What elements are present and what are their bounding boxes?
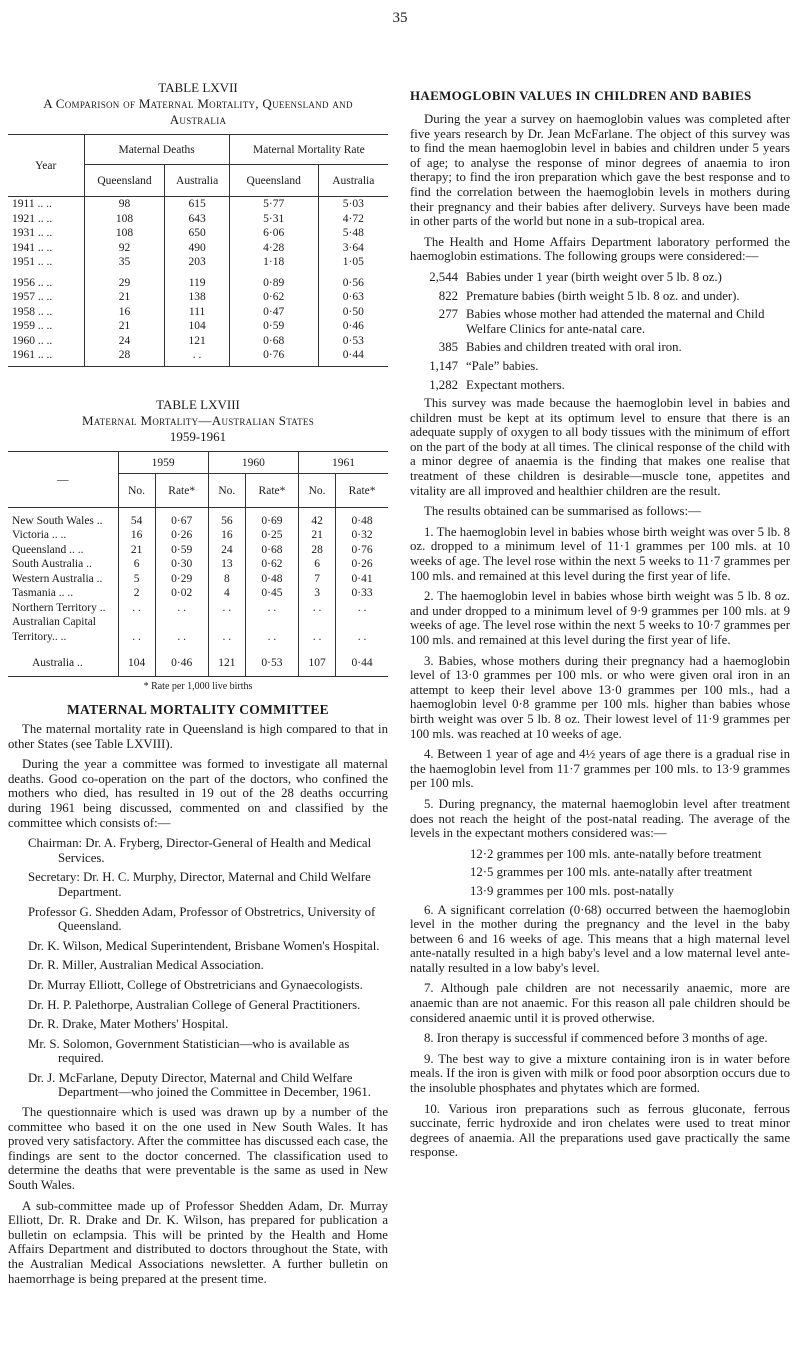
- total-value: 0·53: [245, 656, 298, 671]
- value-cell: 111: [165, 305, 229, 320]
- value-cell: 0·50: [318, 305, 388, 320]
- committee-member: Dr. Murray Elliott, College of Obstretricians and Gynaecologists.: [28, 977, 363, 992]
- value-cell: . .: [208, 601, 245, 616]
- value-cell: 28: [84, 348, 165, 363]
- value-cell: 104: [165, 319, 229, 334]
- table-row: [8, 255, 388, 270]
- value-cell: 56: [208, 514, 245, 529]
- value-cell: 21: [118, 543, 155, 558]
- left-column: [8, 0, 388, 1292]
- value-cell: 0·62: [245, 557, 298, 572]
- value-cell: 28: [299, 543, 336, 558]
- table-row: [8, 572, 388, 587]
- result-9: 9. The best way to give a mixture containing iron is in water before meals. If the iron is given with milk or food poor absorption occurs due to the insoluble phosphates and phytates which are formed.: [410, 1051, 790, 1096]
- state-cell: Territory.. ..: [12, 630, 67, 643]
- value-cell: 0·89: [229, 276, 318, 291]
- group-count: 1,147: [429, 358, 458, 373]
- year-cell: 1931 .. ..: [12, 227, 53, 239]
- value-cell: . .: [245, 601, 298, 616]
- right-column: [410, 0, 790, 1166]
- value-cell: 0·53: [318, 334, 388, 349]
- committee-member: Dr. R. Miller, Australian Medical Association.: [28, 958, 264, 973]
- group-description: Babies under 1 year (birth weight over 5 lb. 8 oz.): [466, 269, 722, 284]
- group-description: Babies whose mother had attended the maternal and Child Welfare Clinics for ante-natal care.: [466, 307, 765, 336]
- committee-member: Professor G. Shedden Adam, Professor of Obstretrics, University of Queensland.: [28, 904, 376, 934]
- value-cell: 1·18: [229, 255, 318, 270]
- value-cell: 0·59: [229, 319, 318, 334]
- table68-year-1960: 1960: [208, 452, 298, 474]
- committee-paragraph-1: The maternal mortality rate in Queensland is high compared to that in other States (see Table LXVIII).: [8, 722, 388, 751]
- value-cell: . .: [165, 348, 229, 363]
- value-cell: 138: [165, 290, 229, 305]
- table67-caption-line2: Australia: [169, 112, 227, 127]
- value-cell: 643: [165, 212, 229, 227]
- group-description: Expectant mothers.: [466, 377, 565, 392]
- value-cell: 0·69: [245, 514, 298, 529]
- value-cell: 16: [118, 528, 155, 543]
- value-cell: [155, 615, 208, 630]
- total-value: 0·44: [336, 656, 388, 671]
- value-cell: 0·59: [155, 543, 208, 558]
- value-cell: 0·26: [155, 528, 208, 543]
- value-cell: 4: [208, 586, 245, 601]
- value-cell: 0·48: [245, 572, 298, 587]
- value-cell: 0·48: [336, 514, 388, 529]
- value-cell: 3: [299, 586, 336, 601]
- value-cell: 6·06: [229, 226, 318, 241]
- value-cell: 2: [118, 586, 155, 601]
- value-cell: 0·25: [245, 528, 298, 543]
- table-row: [8, 601, 388, 616]
- haemoglobin-heading: HAEMOGLOBIN VALUES IN CHILDREN AND BABIES: [410, 88, 752, 103]
- value-cell: [118, 615, 155, 630]
- group-count: 385: [438, 340, 458, 355]
- value-cell: 0·02: [155, 586, 208, 601]
- state-cell: Western Australia ..: [12, 572, 103, 585]
- table68-years: 1959-1961: [169, 429, 227, 444]
- group-item: [410, 307, 790, 336]
- result-8: 8. Iron therapy is successful if commenced before 3 months of age.: [424, 1031, 768, 1046]
- value-cell: 92: [84, 241, 165, 256]
- value-cell: . .: [118, 630, 155, 645]
- group-count: 822: [438, 288, 458, 303]
- group-item: [410, 289, 790, 304]
- level-item: 13·9 grammes per 100 mls. post-natally: [470, 883, 675, 898]
- page-number: 35: [392, 10, 408, 26]
- table-row: [8, 586, 388, 601]
- table68-no-header: No.: [208, 474, 245, 508]
- committee-member: Dr. H. P. Palethorpe, Australian College of General Practitioners.: [28, 997, 361, 1012]
- value-cell: 54: [118, 514, 155, 529]
- year-cell: 1959 .. ..: [12, 320, 53, 332]
- table67-australia-rate-header: Australia: [318, 165, 388, 197]
- value-cell: 5·77: [229, 197, 318, 212]
- value-cell: 0·63: [318, 290, 388, 305]
- value-cell: 0·68: [229, 334, 318, 349]
- value-cell: 0·47: [229, 305, 318, 320]
- value-cell: 7: [299, 572, 336, 587]
- table68-rate-header: Rate*: [245, 474, 298, 508]
- table-row: [8, 528, 388, 543]
- total-value: 107: [299, 656, 336, 671]
- committee-member: Secretary: Dr. H. C. Murphy, Director, Maternal and Child Welfare Department.: [28, 870, 371, 899]
- value-cell: [208, 615, 245, 630]
- value-cell: 108: [84, 226, 165, 241]
- committee-member: Dr. J. McFarlane, Deputy Director, Maternal and Child Welfare Department—who joined the Committee in December, 1961.: [28, 1070, 371, 1100]
- year-cell: 1956 .. ..: [12, 276, 53, 289]
- group-description: Babies and children treated with oral iron.: [466, 340, 682, 355]
- table68-year-1961: 1961: [299, 452, 388, 474]
- table-row: [8, 276, 388, 291]
- table-row: [8, 334, 388, 349]
- value-cell: 35: [84, 255, 165, 270]
- year-cell: 1957 .. ..: [12, 291, 53, 303]
- group-description: “Pale” babies.: [466, 358, 539, 373]
- table67-caption-line1: A Comparison of Maternal Mortality, Queensland and: [43, 96, 353, 111]
- value-cell: 3·64: [318, 241, 388, 256]
- year-cell: 1921 .. ..: [12, 212, 53, 225]
- value-cell: 0·56: [318, 276, 388, 291]
- result-3: 3. Babies, whose mothers during their pregnancy had a haemoglobin level of 13·0 grammes per 100 mls. or who were given oral iron in an attempt to keep their level above 13·0 grammes per 100 mls., had a haemoglobin level 0·8 gramme per 100 mls. higher than babies whose birth weight was over 5 lb. 8 oz. Their lowest level of 11·9 grammes per 100 mls. was reached at 10 weeks of age.: [410, 653, 790, 741]
- value-cell: 5·31: [229, 212, 318, 227]
- maternal-levels-list: [410, 847, 790, 899]
- value-cell: . .: [299, 630, 336, 645]
- result-2: 2. The haemoglobin level in babies whose birth weight was 5 lb. 8 oz. and under dropped to a minimum level of 9·9 grammes per 100 mls. at 9 weeks of age. The level rose within the next 5 weeks to 10·7 grammes per 100 mls. and remained at this level during the first year of life.: [410, 589, 790, 647]
- haemo-paragraph-3: This survey was made because the haemoglobin level in babies and children must be kept at its optimum level to ensure that there is an adequate supply of oxygen to all body tissues with the minimum of effort on the part of the body at all times. The clinical response of the child with a minor degree of anaemia is the finding that makes one realise that treatment of these children is desirable—muscle tone, appetites and vitality are all improved and healthier children are the result.: [410, 396, 790, 498]
- value-cell: 0·67: [155, 514, 208, 529]
- value-cell: 0·46: [318, 319, 388, 334]
- group-item: [410, 270, 790, 285]
- state-cell: Australian Capital: [12, 616, 96, 628]
- year-cell: 1941 .. ..: [12, 241, 53, 254]
- table-row: [8, 290, 388, 305]
- year-cell: 1951 .. ..: [12, 256, 53, 268]
- year-cell: 1960 .. ..: [12, 334, 53, 347]
- haemo-paragraph-2: The Health and Home Affairs Department laboratory performed the haemoglobin estimations. The following groups were considered:—: [410, 234, 790, 264]
- value-cell: 490: [165, 241, 229, 256]
- value-cell: 0·68: [245, 543, 298, 558]
- table-row: [8, 557, 388, 572]
- value-cell: . .: [155, 601, 208, 616]
- table67-year-header: Year: [8, 135, 84, 197]
- value-cell: 0·45: [245, 586, 298, 601]
- total-value: 0·46: [155, 656, 208, 671]
- state-cell: New South Wales ..: [12, 514, 103, 527]
- value-cell: 0·26: [336, 557, 388, 572]
- table68: — 1959 1960 1961 No. Rate* No. Rate* No. Rate* New South Wales .. 54 0·67 56 0·69 42 0·48 Victoria .. .. 16 0·26 16 0·25 21 0·32 Queensland .. .. 21 0·59 24 0·68 28 0·76 South Australia .. 6 0·30 13 0·62 6 0·26 Western Australia .. 5 0·29 8 0·48 7 0·41 Tasmania .. .. 2 0·02 4 0·45 3 0·33 Northern Territory .. . . . . . . . . . . . . Australian Capital Territory.. .. . . . . . . . . . . . . Australia .. 104 0·46 121 0·53 107 0·44: [8, 451, 388, 677]
- value-cell: 0·62: [229, 290, 318, 305]
- level-item: 12·5 grammes per 100 mls. ante-natally after treatment: [470, 865, 753, 880]
- group-item: [410, 340, 790, 355]
- year-cell: 1958 .. ..: [12, 305, 53, 318]
- value-cell: 0·76: [229, 348, 318, 363]
- table67: [8, 134, 388, 367]
- committee-members: [8, 836, 388, 1100]
- table-row: [8, 543, 388, 558]
- value-cell: 42: [299, 514, 336, 529]
- state-cell: Victoria .. ..: [12, 529, 67, 541]
- state-cell: South Australia ..: [12, 558, 92, 570]
- value-cell: 4·28: [229, 241, 318, 256]
- value-cell: 119: [165, 276, 229, 291]
- committee-member: Mr. S. Solomon, Government Statistician—who is available as required.: [28, 1036, 350, 1066]
- value-cell: . .: [299, 601, 336, 616]
- value-cell: . .: [118, 601, 155, 616]
- state-cell: Queensland .. ..: [12, 543, 84, 556]
- value-cell: 16: [208, 528, 245, 543]
- value-cell: 5·03: [318, 197, 388, 212]
- committee-paragraph-2: During the year a committee was formed to investigate all maternal deaths. Good co-operation on the part of the doctors, who confined the mothers who died, has resulted in 19 out of the 28 deaths occurring during 1961 being discussed, commented on and classified by the committee which consists of:—: [8, 757, 388, 830]
- result-7: 7. Although pale children are not necessarily anaemic, more are anaemic than are not anaemic. For this reason all pale children should be considered anaemic until it is proved otherwise.: [410, 981, 790, 1025]
- value-cell: 24: [208, 543, 245, 558]
- committee-paragraph-3: The questionnaire which is used was drawn up by a number of the committee who based it on the one used in New South Wales. It has proved very satisfactory. After the committee has discussed each case, the findings are sent to the doctor concerned. The classification used to determine the deaths that were preventable is the same as used in New South Wales.: [8, 1105, 388, 1193]
- haemo-paragraph-1: During the year a survey on haemoglobin values was completed after five years research by Dr. Jean McFarlane. The object of this survey was to find the mean haemoglobin level in babies and children under 5 years of age; to analyse the response of minor degrees of anaemia to iron therapy; to find the iron preparation which gave the best response and to find the correlation between the haemoglobin levels in mothers during their pregnancy and their babies after delivery. Surveys have been made in other parts of the world but none in a sub-tropical area.: [410, 112, 790, 229]
- value-cell: 650: [165, 226, 229, 241]
- table-row: [8, 197, 388, 212]
- value-cell: 6: [118, 557, 155, 572]
- total-value: 104: [118, 656, 155, 671]
- table67-rate-header: Maternal Mortality Rate: [229, 135, 388, 165]
- value-cell: 108: [84, 212, 165, 227]
- total-row: [8, 656, 388, 671]
- value-cell: 203: [165, 255, 229, 270]
- value-cell: . .: [336, 601, 388, 616]
- value-cell: . .: [208, 630, 245, 645]
- value-cell: 615: [165, 197, 229, 212]
- level-item: 12·2 grammes per 100 mls. ante-natally before treatment: [470, 846, 762, 861]
- value-cell: 0·76: [336, 543, 388, 558]
- table68-rate-header: Rate*: [155, 474, 208, 508]
- table-row: [8, 319, 388, 334]
- table67-title: TABLE LXVII: [158, 80, 238, 95]
- table-row: [8, 615, 388, 630]
- table-row: [8, 212, 388, 227]
- value-cell: 21: [84, 290, 165, 305]
- table67-deaths-header: Maternal Deaths: [84, 135, 229, 165]
- value-cell: [245, 615, 298, 630]
- value-cell: 24: [84, 334, 165, 349]
- value-cell: 21: [84, 319, 165, 334]
- table68-caption: Maternal Mortality—Australian States: [81, 413, 315, 428]
- state-cell: Northern Territory ..: [12, 601, 106, 614]
- total-label: Australia ..: [32, 657, 83, 669]
- result-4: 4. Between 1 year of age and 4½ years of age there is a gradual rise in the haemoglobin level from 11·7 grammes per 100 mls. to 13·9 grammes per 100 mls.: [410, 747, 790, 791]
- table68-no-header: No.: [118, 474, 155, 508]
- value-cell: 5: [118, 572, 155, 587]
- group-count: 1,282: [429, 377, 458, 392]
- value-cell: 0·32: [336, 528, 388, 543]
- value-cell: 13: [208, 557, 245, 572]
- table-row: [8, 226, 388, 241]
- table67-australia-header: Australia: [165, 165, 229, 197]
- state-cell: Tasmania .. ..: [12, 587, 74, 599]
- value-cell: 5·48: [318, 226, 388, 241]
- value-cell: [299, 615, 336, 630]
- group-count: 277: [438, 307, 458, 322]
- table67-queensland-header: Queensland: [84, 165, 165, 197]
- value-cell: 0·41: [336, 572, 388, 587]
- total-value: 121: [208, 656, 245, 671]
- committee-member: Dr. R. Drake, Mater Mothers' Hospital.: [28, 1017, 229, 1032]
- result-6: 6. A significant correlation (0·68) occurred between the haemoglobin level in the mother during the pregnancy and the level in the baby between 6 and 16 weeks of age. This means that a high maternal level ante-natally resulted in a high baby's level and a low maternal level ante-natally resulted in a low baby's level.: [410, 902, 790, 975]
- year-cell: 1961 .. ..: [12, 349, 53, 361]
- table-row: [8, 348, 388, 363]
- value-cell: 0·33: [336, 586, 388, 601]
- year-cell: 1911 .. ..: [12, 198, 52, 210]
- table-row: [8, 630, 388, 645]
- table68-year-1959: 1959: [118, 452, 208, 474]
- committee-member: Dr. K. Wilson, Medical Superintendent, Brisbane Women's Hospital.: [28, 938, 380, 953]
- table67-queensland-rate-header: Queensland: [229, 165, 318, 197]
- group-count: 2,544: [429, 269, 458, 284]
- committee-heading: MATERNAL MORTALITY COMMITTEE: [67, 702, 329, 717]
- value-cell: 1·05: [318, 255, 388, 270]
- value-cell: 0·44: [318, 348, 388, 363]
- value-cell: 29: [84, 276, 165, 291]
- value-cell: 21: [299, 528, 336, 543]
- value-cell: 98: [84, 197, 165, 212]
- group-item: [410, 359, 790, 374]
- group-description: Premature babies (birth weight 5 lb. 8 oz. and under).: [466, 288, 740, 303]
- value-cell: . .: [155, 630, 208, 645]
- haemo-paragraph-4: The results obtained can be summarised as follows:—: [424, 504, 701, 519]
- value-cell: [336, 615, 388, 630]
- table-row: [8, 241, 388, 256]
- committee-paragraph-4: A sub-committee made up of Professor Shedden Adam, Dr. Murray Elliott, Dr. R. Drake and Dr. K. Wilson, has prepared for publication a bulletin on eclampsia. This will be printed by the Health and Home Affairs Department and distributed to doctors throughout the State, with the Australian Medical Associations newsletter. A further bulletin on haemorrhage is being prepared at the present time.: [8, 1198, 388, 1286]
- table-row: [8, 305, 388, 320]
- committee-member: Chairman: Dr. A. Fryberg, Director-General of Health and Medical Services.: [28, 836, 372, 865]
- value-cell: . .: [245, 630, 298, 645]
- result-5: 5. During pregnancy, the maternal haemoglobin level after treatment does not reach the height of the post-natal reading. The average of the levels in the expectant mothers considered was:—: [410, 796, 790, 841]
- value-cell: 8: [208, 572, 245, 587]
- result-10: 10. Various iron preparations such as ferrous gluconate, ferrous succinate, ferric hydroxide and iron chelates were used to treat minor degrees of anaemia. All the preparations used gave practically the same response.: [410, 1101, 790, 1160]
- group-item: [410, 378, 790, 393]
- value-cell: 16: [84, 305, 165, 320]
- result-1: 1. The haemoglobin level in babies whose birth weight was over 5 lb. 8 oz. dropped to a minimum level of 11·1 grammes per 100 mls. at 10 weeks of age. The level rose within the next 5 weeks to 11·7 grammes per 100 mls. and remained at this level during the first year of life.: [410, 524, 790, 583]
- table68-rate-header: Rate*: [336, 474, 388, 508]
- table-row: [8, 514, 388, 529]
- value-cell: 4·72: [318, 212, 388, 227]
- value-cell: . .: [336, 630, 388, 645]
- value-cell: 0·29: [155, 572, 208, 587]
- value-cell: 6: [299, 557, 336, 572]
- table68-no-header: No.: [299, 474, 336, 508]
- value-cell: 0·30: [155, 557, 208, 572]
- haemo-groups-list: [410, 270, 790, 392]
- value-cell: 121: [165, 334, 229, 349]
- table68-title: TABLE LXVIII: [156, 397, 240, 412]
- table68-footnote: * Rate per 1,000 live births: [143, 681, 253, 692]
